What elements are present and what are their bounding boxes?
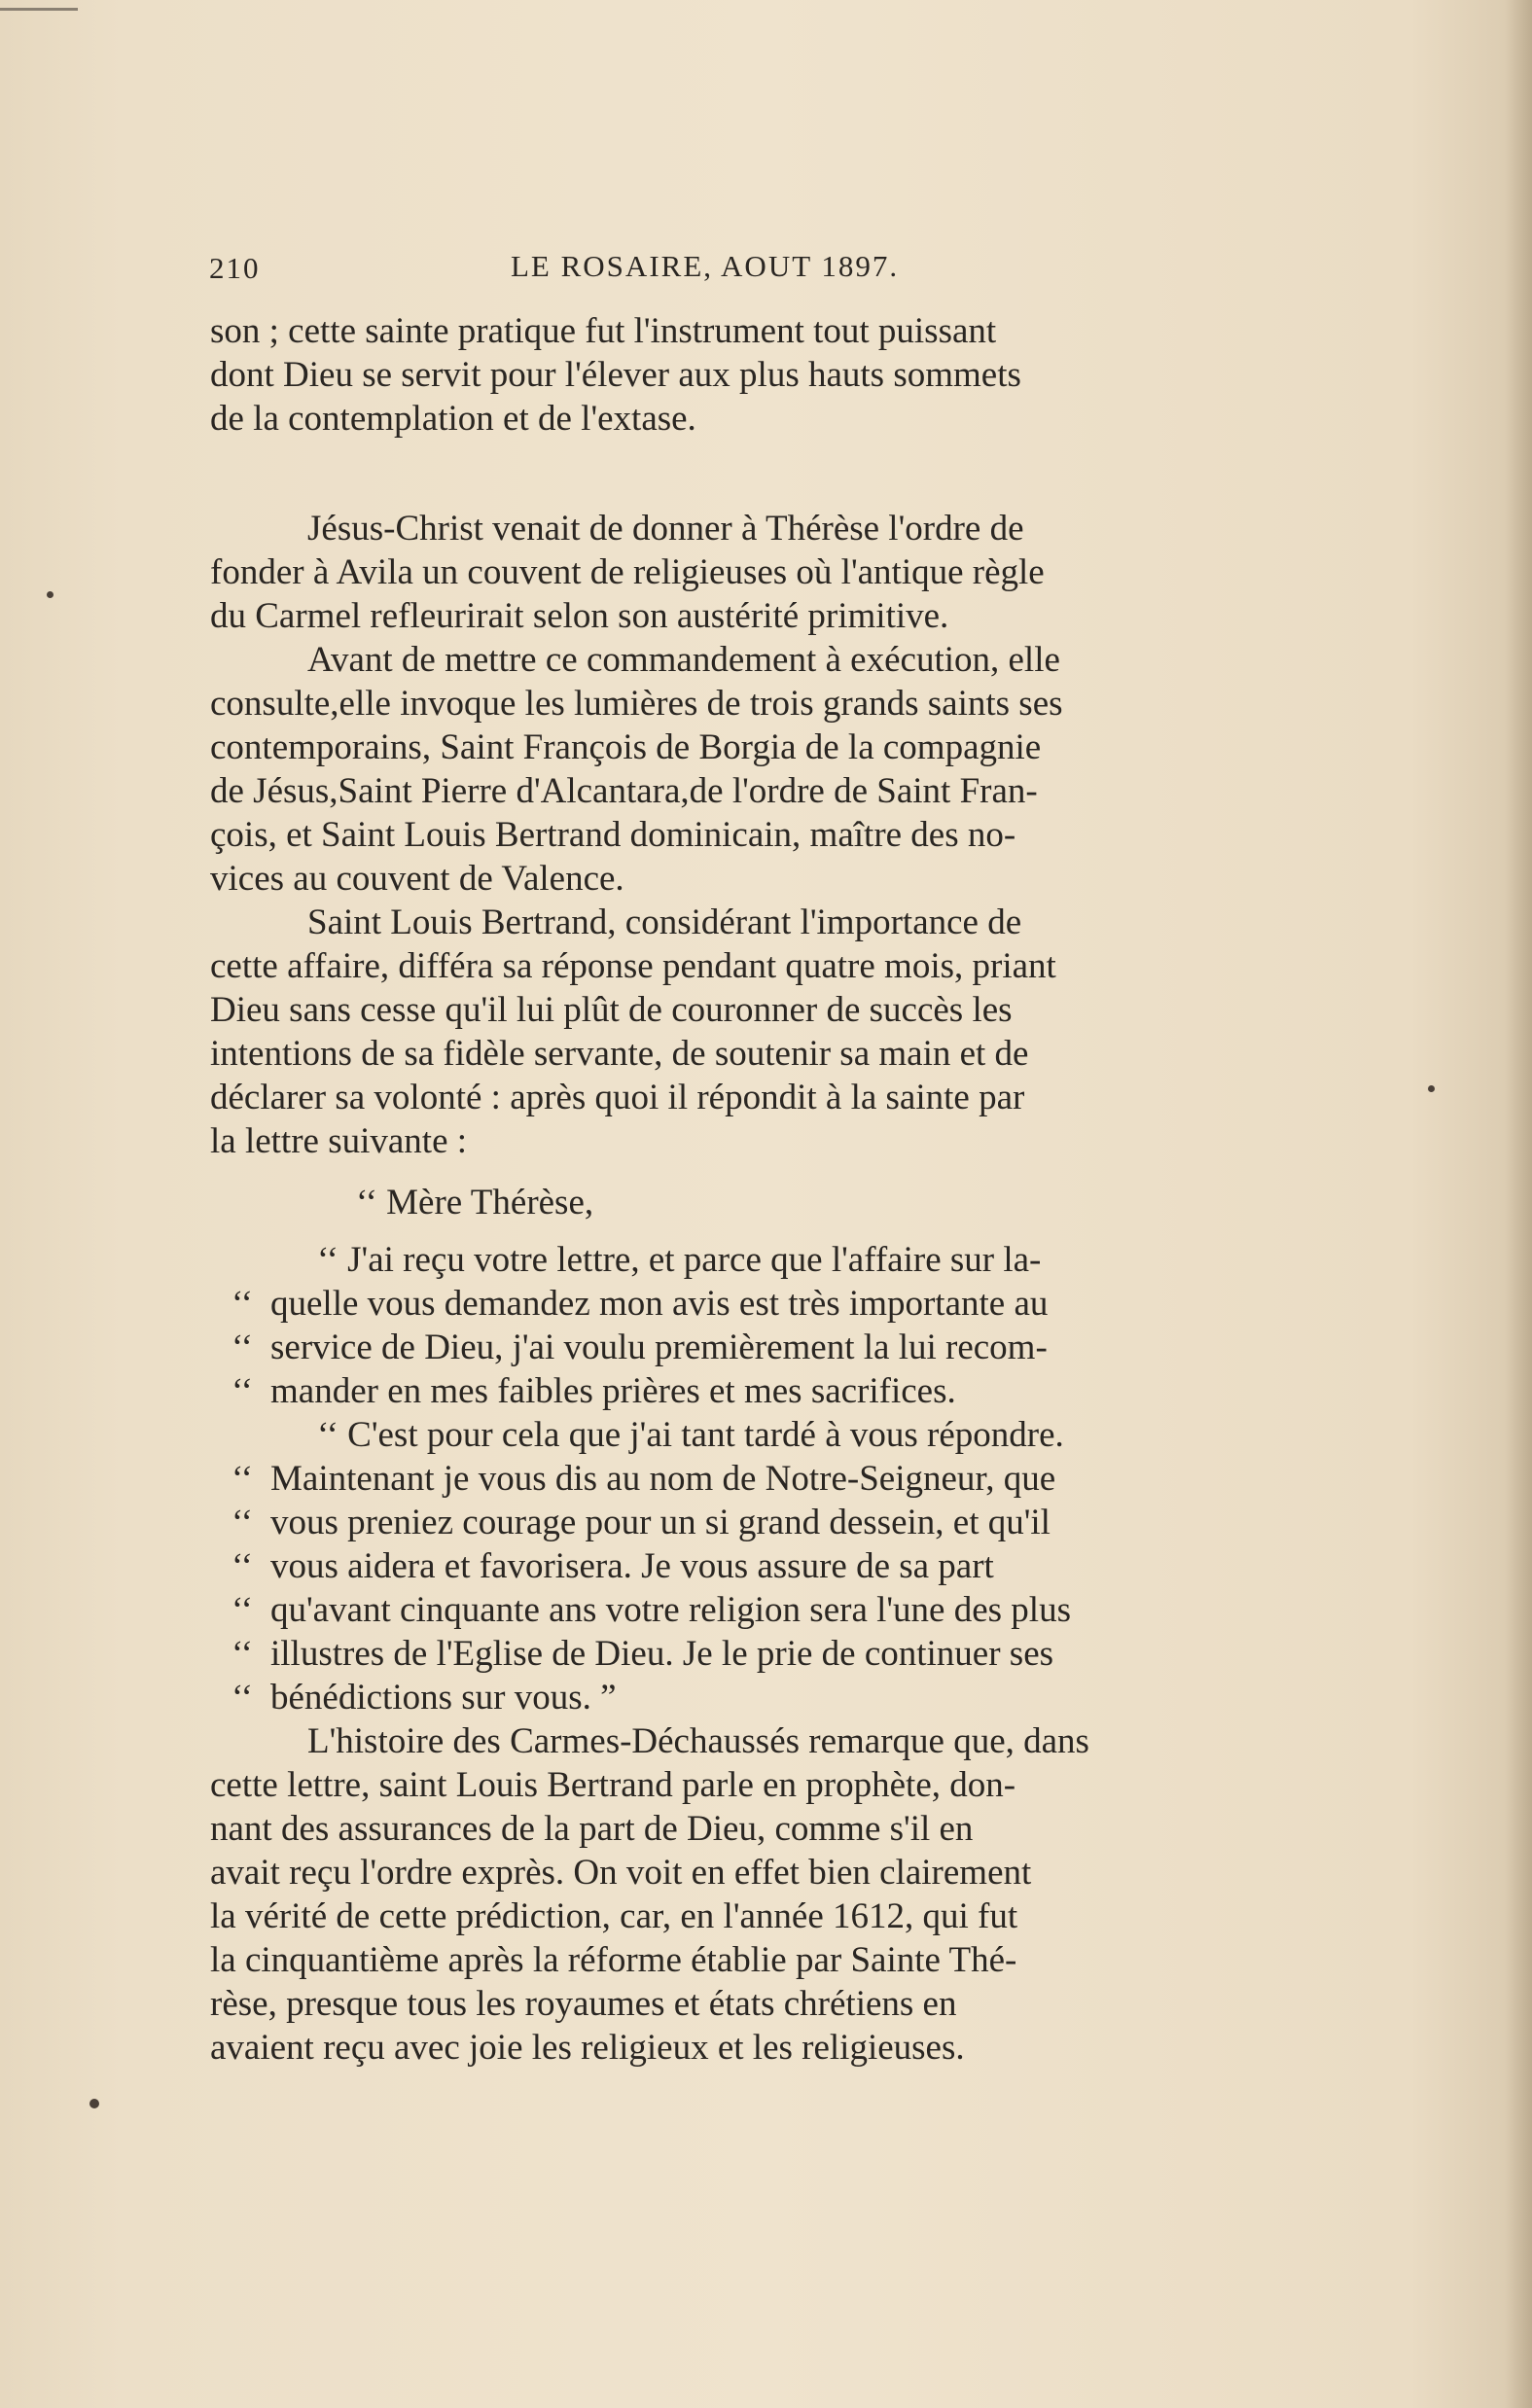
quote-line (210, 1457, 1358, 1501)
quote-text: bénédictions sur vous. ” (270, 1678, 617, 1717)
quote-line (210, 1369, 1358, 1413)
quote-mark: ‘‘ (232, 1459, 253, 1499)
ink-speck (89, 2099, 99, 2108)
text-line: la cinquantième après la réforme établie par Sainte Thé- (210, 1940, 1017, 1980)
text-line: vices au couvent de Valence. (210, 859, 624, 899)
quote-line (210, 1588, 1358, 1632)
ink-speck (1428, 1085, 1435, 1092)
quote-mark: ‘‘ (232, 1503, 253, 1542)
text-line: avaient reçu avec joie les religieux et les religieuses. (210, 2028, 965, 2068)
text-line: fonder à Avila un couvent de religieuses où l'antique règle (210, 552, 1045, 592)
letter-salutation: ‘‘ Mère Thérèse, (356, 1183, 594, 1222)
text-line: rèse, presque tous les royaumes et états chrétiens en (210, 1984, 957, 2024)
quote-mark: ‘‘ (232, 1590, 253, 1630)
quote-line (210, 1282, 1358, 1326)
page-number: 210 (209, 251, 261, 285)
text-line: de Jésus,Saint Pierre d'Alcantara,de l'ordre de Saint Fran- (210, 771, 1038, 811)
page-body (210, 309, 1358, 2070)
text-line: Dieu sans cesse qu'il lui plût de couronner de succès les (210, 990, 1013, 1030)
ink-speck (47, 591, 53, 598)
page-edge-shadow (1505, 0, 1532, 2408)
quote-line (210, 1632, 1358, 1676)
quote-line (210, 1676, 1358, 1719)
text-line: dont Dieu se servit pour l'élever aux plus hauts sommets (210, 355, 1021, 395)
quote-mark: ‘‘ (232, 1546, 253, 1586)
page-header (209, 241, 1046, 300)
quote-text: vous aidera et favorisera. Je vous assure de sa part (270, 1546, 994, 1586)
text-line: la lettre suivante : (210, 1121, 468, 1161)
text-line: contemporains, Saint François de Borgia de la compagnie (210, 727, 1042, 767)
quote-mark: ‘‘ (232, 1634, 253, 1674)
text-line: son ; cette sainte pratique fut l'instrument tout puissant (210, 311, 997, 351)
quote-mark: ‘‘ (232, 1678, 253, 1717)
quote-mark: ‘‘ (232, 1328, 253, 1367)
text-line: Saint Louis Bertrand, considérant l'importance de (307, 903, 1022, 942)
text-line: çois, et Saint Louis Bertrand dominicain, maître des no- (210, 815, 1016, 855)
text-line: nant des assurances de la part de Dieu, comme s'il en (210, 1809, 974, 1849)
text-line: du Carmel refleurirait selon son austérité primitive. (210, 596, 949, 636)
quote-line (210, 1501, 1358, 1544)
text-line: la vérité de cette prédiction, car, en l'année 1612, qui fut (210, 1896, 1018, 1936)
text-line: Jésus-Christ venait de donner à Thérèse l'ordre de (307, 509, 1024, 549)
running-title: LE ROSAIRE, AOUT 1897. (511, 249, 900, 283)
quote-line (210, 1326, 1358, 1369)
text-line: de la contemplation et de l'extase. (210, 399, 696, 439)
spacer (210, 1224, 1358, 1238)
text-line: intentions de sa fidèle servante, de soutenir sa main et de (210, 1034, 1029, 1074)
spacer (210, 1163, 1358, 1181)
text-line: consulte,elle invoque les lumières de trois grands saints ses (210, 684, 1063, 724)
paragraph-gap (210, 441, 1358, 507)
quote-mark: ‘‘ (232, 1284, 253, 1324)
quote-line: ‘‘ C'est pour cela que j'ai tant tardé à vous répondre. (317, 1415, 1064, 1455)
quote-text: mander en mes faibles prières et mes sacrifices. (270, 1371, 956, 1411)
text-line: L'histoire des Carmes-Déchaussés remarque que, dans (307, 1721, 1089, 1761)
text-line: cette lettre, saint Louis Bertrand parle en prophète, don- (210, 1765, 1016, 1805)
quote-text: illustres de l'Eglise de Dieu. Je le prie de continuer ses (270, 1634, 1054, 1674)
quote-mark: ‘‘ (232, 1371, 253, 1411)
quote-line (210, 1544, 1358, 1588)
quote-text: service de Dieu, j'ai voulu premièrement la lui recom- (270, 1328, 1048, 1367)
quote-line: ‘‘ J'ai reçu votre lettre, et parce que l'affaire sur la- (317, 1240, 1042, 1280)
text-line: cette affaire, différa sa réponse pendant quatre mois, priant (210, 946, 1056, 986)
quote-text: qu'avant cinquante ans votre religion sera l'une des plus (270, 1590, 1071, 1630)
quote-text: Maintenant je vous dis au nom de Notre-Seigneur, que (270, 1459, 1056, 1499)
top-rule (0, 8, 78, 11)
text-line: avait reçu l'ordre exprès. On voit en effet bien clairement (210, 1853, 1032, 1893)
quote-text: quelle vous demandez mon avis est très importante au (270, 1284, 1049, 1324)
text-line: déclarer sa volonté : après quoi il répondit à la sainte par (210, 1078, 1025, 1117)
quote-text: vous preniez courage pour un si grand dessein, et qu'il (270, 1503, 1051, 1542)
text-line: Avant de mettre ce commandement à exécution, elle (307, 640, 1060, 680)
